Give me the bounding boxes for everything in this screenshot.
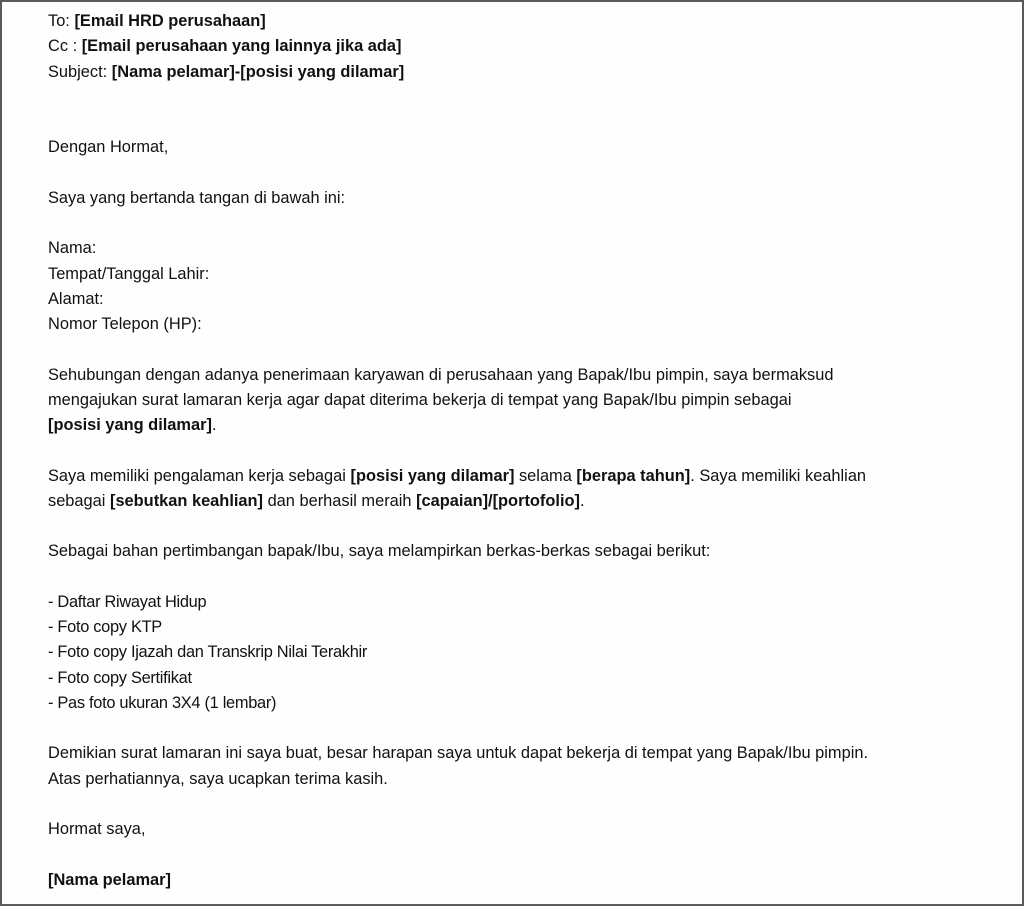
to-value: [Email HRD perusahaan] [74, 12, 266, 30]
subject-line [48, 60, 1018, 85]
paragraph1-line1: Sehubungan dengan adanya penerimaan karyawan di perusahaan yang Bapak/Ibu pimpin, saya bermaksud [48, 365, 834, 384]
signoff: Hormat saya, [48, 820, 146, 838]
paragraph1-line2: mengajukan surat lamaran kerja agar dapat diterima bekerja di tempat yang Bapak/Ibu pimpin sebagai [48, 390, 792, 409]
spacer [48, 161, 1018, 186]
years-placeholder: [berapa tahun] [576, 466, 691, 485]
attachment-item: - Foto copy KTP [48, 618, 162, 636]
period: . [211, 416, 217, 434]
paragraph2-line1 [48, 464, 1018, 489]
attachment-item: - Foto copy Sertifikat [48, 668, 192, 687]
letter-body [48, 9, 1018, 893]
attachment-item: - Pas foto ukuran 3X4 (1 lembar) [48, 693, 277, 712]
text: selama [514, 466, 577, 485]
spacer [48, 438, 1018, 463]
skills-placeholder: [sebutkan keahlian] [109, 491, 264, 510]
greeting: Dengan Hormat, [48, 138, 169, 157]
spacer [48, 565, 1018, 590]
spacer [48, 337, 1018, 362]
field-alamat: Alamat: [48, 289, 104, 308]
cc-value: [Email perusahaan yang lainnya jika ada] [81, 37, 402, 56]
achievement-placeholder: [capaian]/[portofolio] [416, 491, 580, 510]
intro-text: Saya yang bertanda tangan di bawah ini: [48, 188, 346, 207]
field-tempat-tanggal-lahir: Tempat/Tanggal Lahir: [48, 264, 210, 283]
field-nomor-telepon: Nomor Telepon (HP): [48, 315, 202, 333]
text: Saya memiliki pengalaman kerja sebagai [48, 466, 351, 485]
paragraph1-line3 [48, 413, 1018, 438]
spacer [48, 110, 1018, 135]
to-line [48, 9, 1018, 34]
attachment-item: - Daftar Riwayat Hidup [48, 592, 207, 611]
period: . [579, 491, 585, 510]
subject-value: [Nama pelamar]-[posisi yang dilamar] [111, 62, 405, 81]
field-nama: Nama: [48, 239, 97, 258]
attachment-item: - Foto copy Ijazah dan Transkrip Nilai Terakhir [48, 643, 368, 662]
paragraph2-line2 [48, 489, 1018, 514]
spacer [48, 514, 1018, 539]
spacer [48, 85, 1018, 110]
text: sebagai [48, 491, 110, 510]
cc-line [48, 34, 1018, 59]
cc-label: Cc : [48, 37, 78, 56]
spacer [48, 792, 1018, 817]
subject-label: Subject: [48, 62, 108, 81]
closing-line2: Atas perhatiannya, saya ucapkan terima kasih. [48, 769, 388, 788]
spacer [48, 842, 1018, 867]
text: . Saya memiliki keahlian [690, 466, 867, 485]
text: dan berhasil meraih [263, 491, 417, 510]
spacer [48, 211, 1018, 236]
closing-line1: Demikian surat lamaran ini saya buat, besar harapan saya untuk dapat bekerja di tempat yang Bapak/Ibu pimpin. [48, 744, 869, 763]
position-placeholder: [posisi yang dilamar] [48, 416, 212, 434]
attachments-intro: Sebagai bahan pertimbangan bapak/Ibu, saya melampirkan berkas-berkas sebagai berikut: [48, 542, 711, 561]
signature-name: [Nama pelamar] [48, 870, 171, 889]
spacer [48, 716, 1018, 741]
to-label: To: [48, 12, 70, 30]
position-placeholder: [posisi yang dilamar] [350, 466, 515, 485]
